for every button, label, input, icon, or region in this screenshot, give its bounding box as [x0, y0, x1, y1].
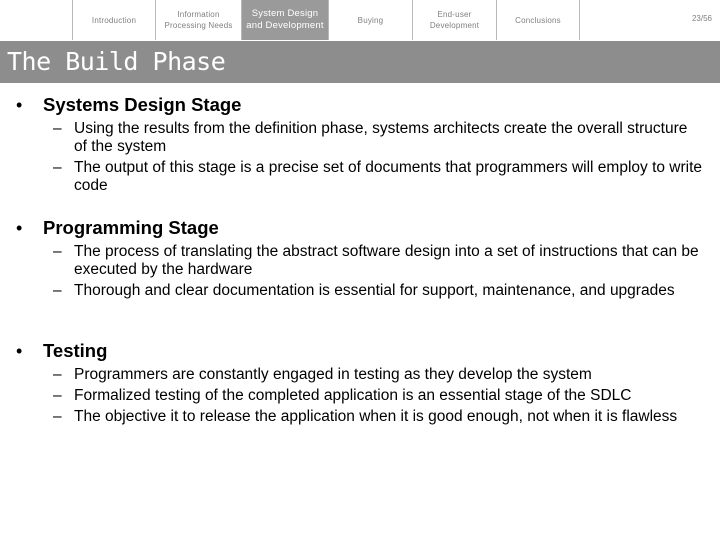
nav-tab-buying[interactable]: Buying: [328, 0, 412, 40]
sub-point: Programmers are constantly engaged in testing as they develop the system: [74, 366, 592, 383]
section-systems-design-stage: [0, 94, 720, 195]
dash-icon: –: [53, 282, 62, 299]
sub-point: Using the results from the definition phase, systems architects create the overall structure of the system: [74, 120, 688, 155]
sub-point: The objective it to release the application when it is good enough, not when it is flawless: [74, 408, 678, 425]
slide-title: The Build Phase: [7, 47, 226, 76]
dash-icon: –: [53, 243, 62, 260]
section-programming-stage: [0, 217, 720, 300]
top-navigation: [0, 0, 720, 40]
bullet-icon: •: [16, 95, 23, 115]
nav-tab-end-user-development[interactable]: End-user Development: [412, 0, 496, 40]
nav-tab-conclusions[interactable]: Conclusions: [496, 0, 580, 40]
nav-tab-system-design-and-development[interactable]: System Design and Development: [241, 0, 328, 40]
sub-point: The output of this stage is a precise set of documents that programmers will employ to write code: [74, 159, 703, 194]
section-heading: Testing: [43, 340, 108, 361]
sub-point: Formalized testing of the completed application is an essential stage of the SDLC: [74, 387, 632, 404]
dash-icon: –: [53, 408, 62, 425]
section-heading: Systems Design Stage: [43, 94, 242, 115]
page-number: 23/56: [691, 14, 712, 23]
section-testing: [0, 340, 720, 426]
bullet-icon: •: [16, 341, 23, 361]
section-heading: Programming Stage: [43, 217, 219, 238]
dash-icon: –: [53, 387, 62, 404]
nav-tab-information-processing-needs[interactable]: Information Processing Needs: [155, 0, 241, 40]
dash-icon: –: [53, 120, 62, 137]
dash-icon: –: [53, 366, 62, 383]
sub-point: Thorough and clear documentation is essential for support, maintenance, and upgrades: [74, 282, 675, 299]
title-band: [0, 41, 720, 83]
dash-icon: –: [53, 159, 62, 176]
bullet-icon: •: [16, 218, 23, 238]
nav-tab-introduction[interactable]: Introduction: [72, 0, 155, 40]
sub-point: The process of translating the abstract software design into a set of instructions that can be executed by the hardware: [74, 243, 699, 278]
